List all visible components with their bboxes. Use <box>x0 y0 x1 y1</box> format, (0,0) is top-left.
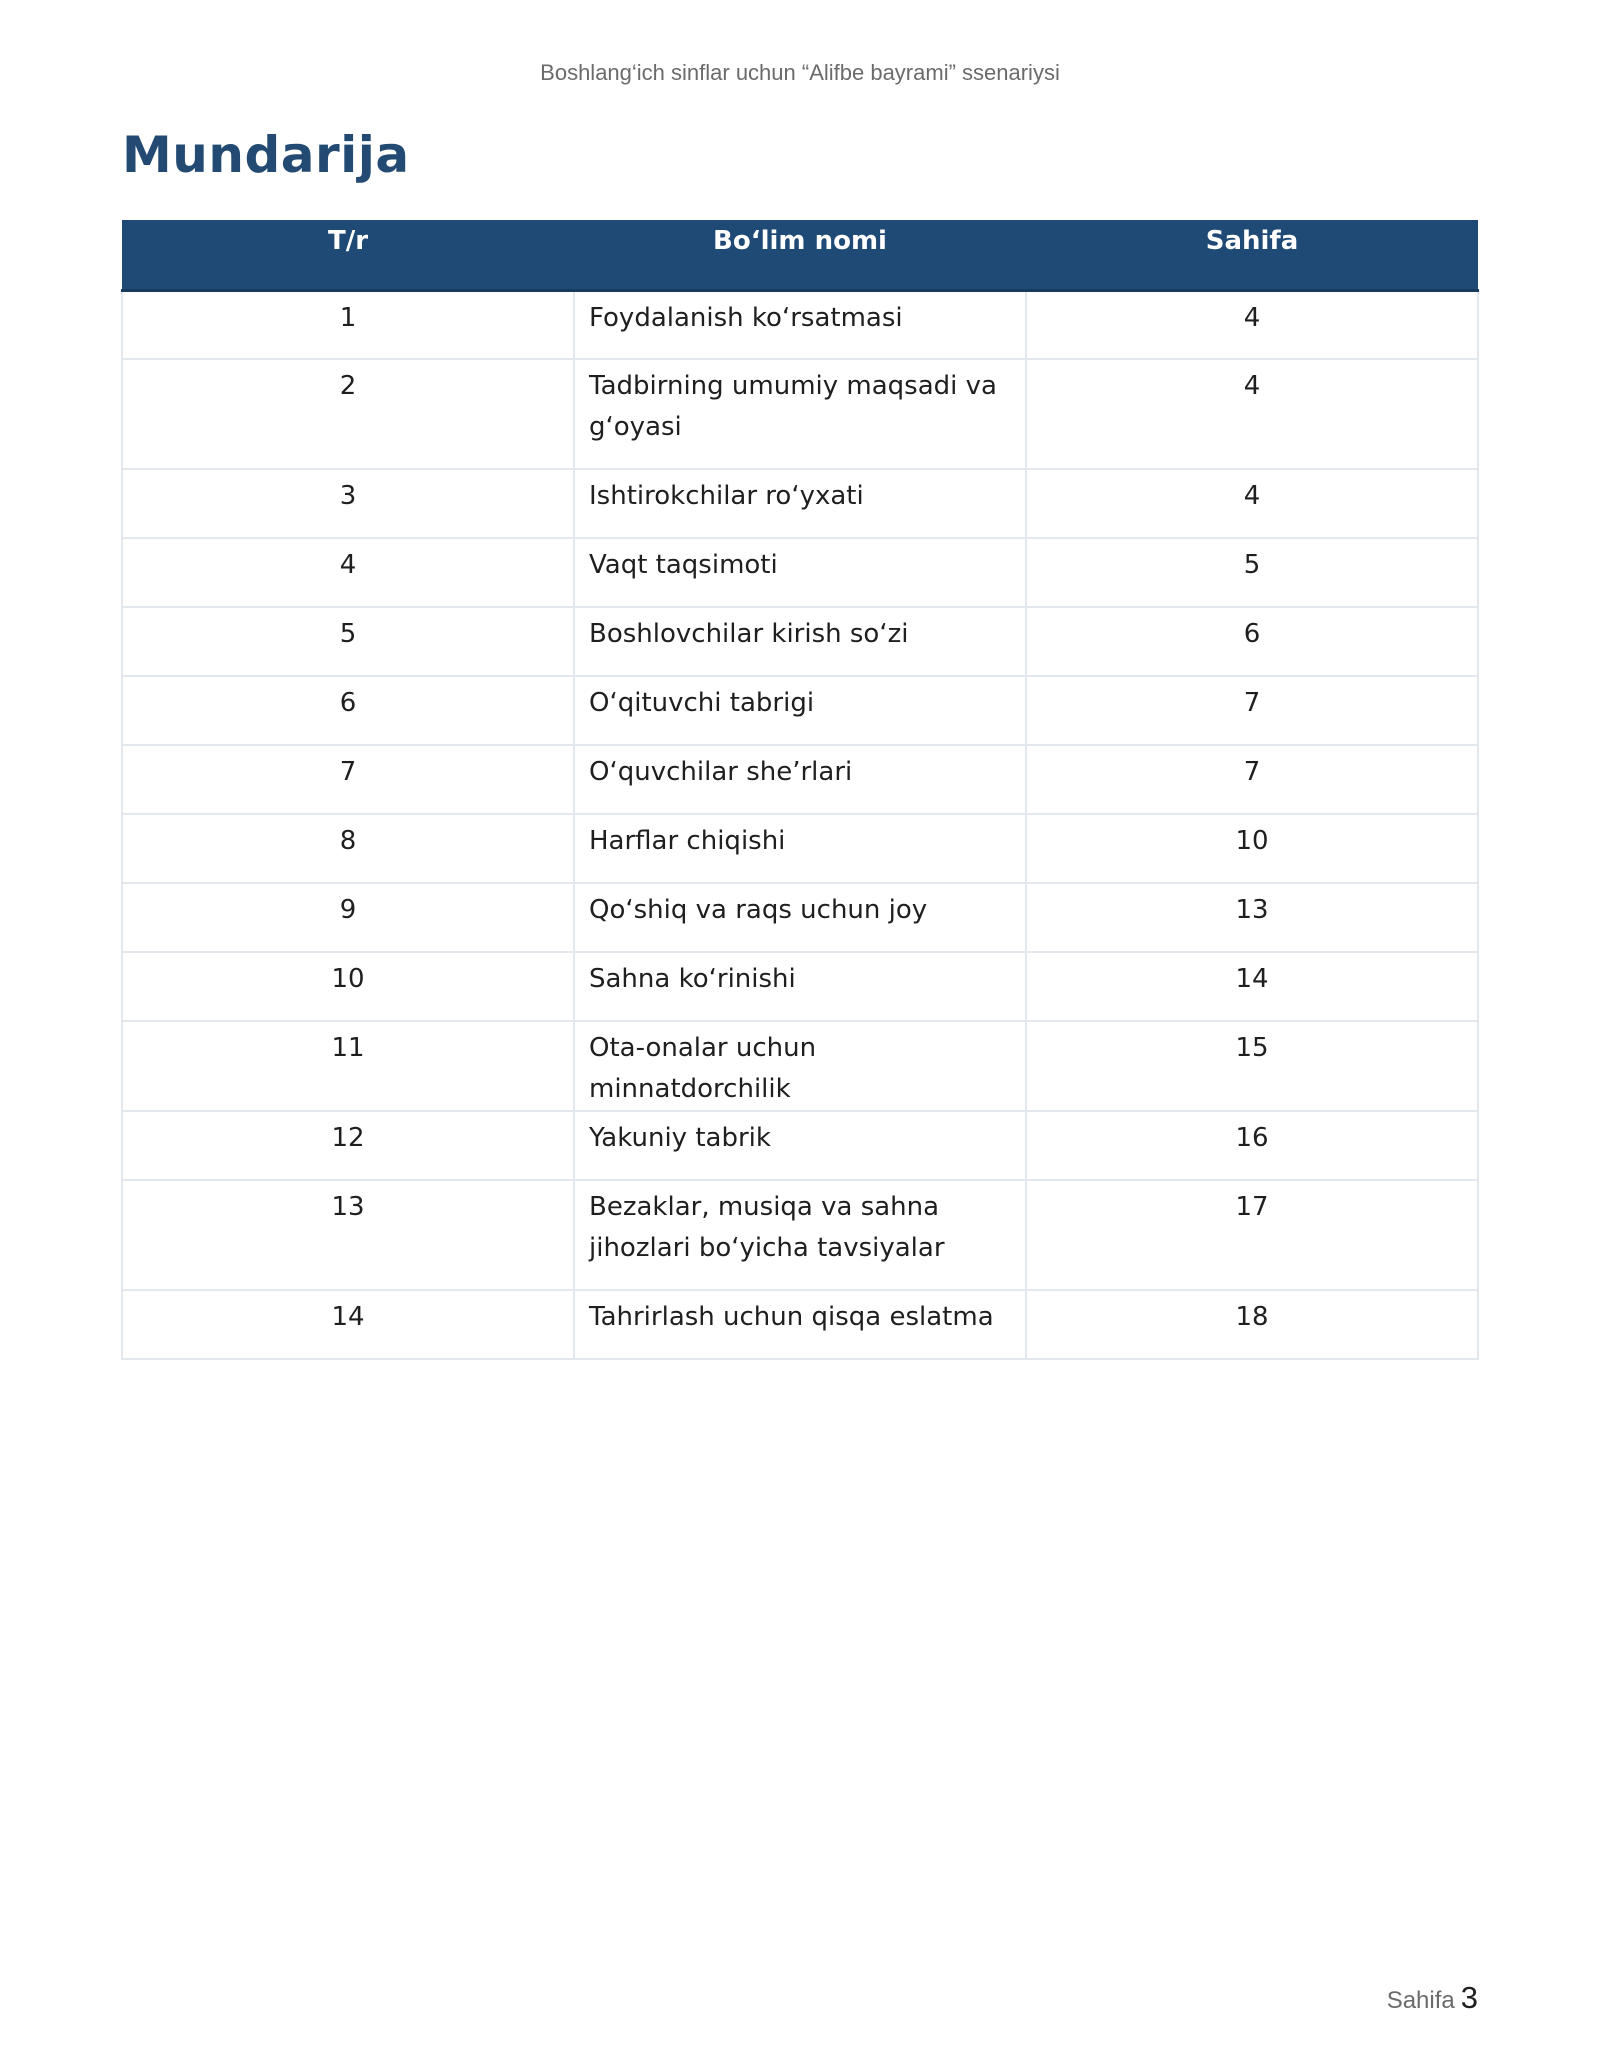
row-number: 7 <box>122 745 574 814</box>
row-number: 5 <box>122 607 574 676</box>
toc-table-header <box>122 220 1478 290</box>
page-number: 17 <box>1026 1180 1478 1290</box>
section-name: Tahrirlash uchun qisqa eslatma <box>574 1290 1026 1359</box>
table-row <box>122 1180 1478 1290</box>
section-name: O‘qituvchi tabrigi <box>574 676 1026 745</box>
row-number: 11 <box>122 1021 574 1111</box>
row-number: 6 <box>122 676 574 745</box>
section-name: Qo‘shiq va raqs uchun joy <box>574 883 1026 952</box>
row-number: 3 <box>122 469 574 538</box>
footer-page-label: Sahifa <box>1386 1987 1455 2014</box>
row-number: 4 <box>122 538 574 607</box>
table-row <box>122 745 1478 814</box>
page-number: 15 <box>1026 1021 1478 1111</box>
page-number: 5 <box>1026 538 1478 607</box>
section-name: Harflar chiqishi <box>574 814 1026 883</box>
table-row <box>122 814 1478 883</box>
section-name: Ota-onalar uchun minnatdorchilik <box>574 1021 1026 1111</box>
row-number: 10 <box>122 952 574 1021</box>
row-number: 14 <box>122 1290 574 1359</box>
toc-table-body <box>122 290 1478 1359</box>
page-number: 4 <box>1026 469 1478 538</box>
column-header-page: Sahifa <box>1026 220 1478 290</box>
page-number: 7 <box>1026 676 1478 745</box>
page-number: 16 <box>1026 1111 1478 1180</box>
page-number: 4 <box>1026 290 1478 359</box>
table-row <box>122 1021 1478 1111</box>
page-title: Mundarija <box>122 126 410 184</box>
page-number: 14 <box>1026 952 1478 1021</box>
table-row <box>122 469 1478 538</box>
column-header-number: T/r <box>122 220 574 290</box>
table-row <box>122 607 1478 676</box>
row-number: 12 <box>122 1111 574 1180</box>
page-number: 18 <box>1026 1290 1478 1359</box>
table-row <box>122 883 1478 952</box>
page-number: 7 <box>1026 745 1478 814</box>
table-row <box>122 1290 1478 1359</box>
table-row <box>122 538 1478 607</box>
page-number: 6 <box>1026 607 1478 676</box>
column-header-section-name: Bo‘lim nomi <box>574 220 1026 290</box>
footer-page-number: 3 <box>1460 1980 1478 2015</box>
row-number: 9 <box>122 883 574 952</box>
toc-table <box>121 220 1479 1360</box>
section-name: Tadbirning umumiy maqsadi va g‘oyasi <box>574 359 1026 469</box>
section-name: Foydalanish ko‘rsatmasi <box>574 290 1026 359</box>
page-number: 10 <box>1026 814 1478 883</box>
section-name: Vaqt taqsimoti <box>574 538 1026 607</box>
page-number: 4 <box>1026 359 1478 469</box>
table-row <box>122 1111 1478 1180</box>
row-number: 13 <box>122 1180 574 1290</box>
section-name: Ishtirokchilar ro‘yxati <box>574 469 1026 538</box>
row-number: 1 <box>122 290 574 359</box>
table-row <box>122 290 1478 359</box>
row-number: 2 <box>122 359 574 469</box>
table-row <box>122 952 1478 1021</box>
table-row <box>122 359 1478 469</box>
table-row <box>122 676 1478 745</box>
section-name: Sahna ko‘rinishi <box>574 952 1026 1021</box>
section-name: Yakuniy tabrik <box>574 1111 1026 1180</box>
page-footer <box>1387 1980 1478 2016</box>
section-name: Bezaklar, musiqa va sahna jihozlari bo‘yicha tavsiyalar <box>574 1180 1026 1290</box>
running-header: Boshlang‘ich sinflar uchun “Alifbe bayrami” ssenariysi <box>540 60 1060 85</box>
header-row <box>122 220 1478 290</box>
row-number: 8 <box>122 814 574 883</box>
section-name: O‘quvchilar she’rlari <box>574 745 1026 814</box>
section-name: Boshlovchilar kirish so‘zi <box>574 607 1026 676</box>
page-number: 13 <box>1026 883 1478 952</box>
